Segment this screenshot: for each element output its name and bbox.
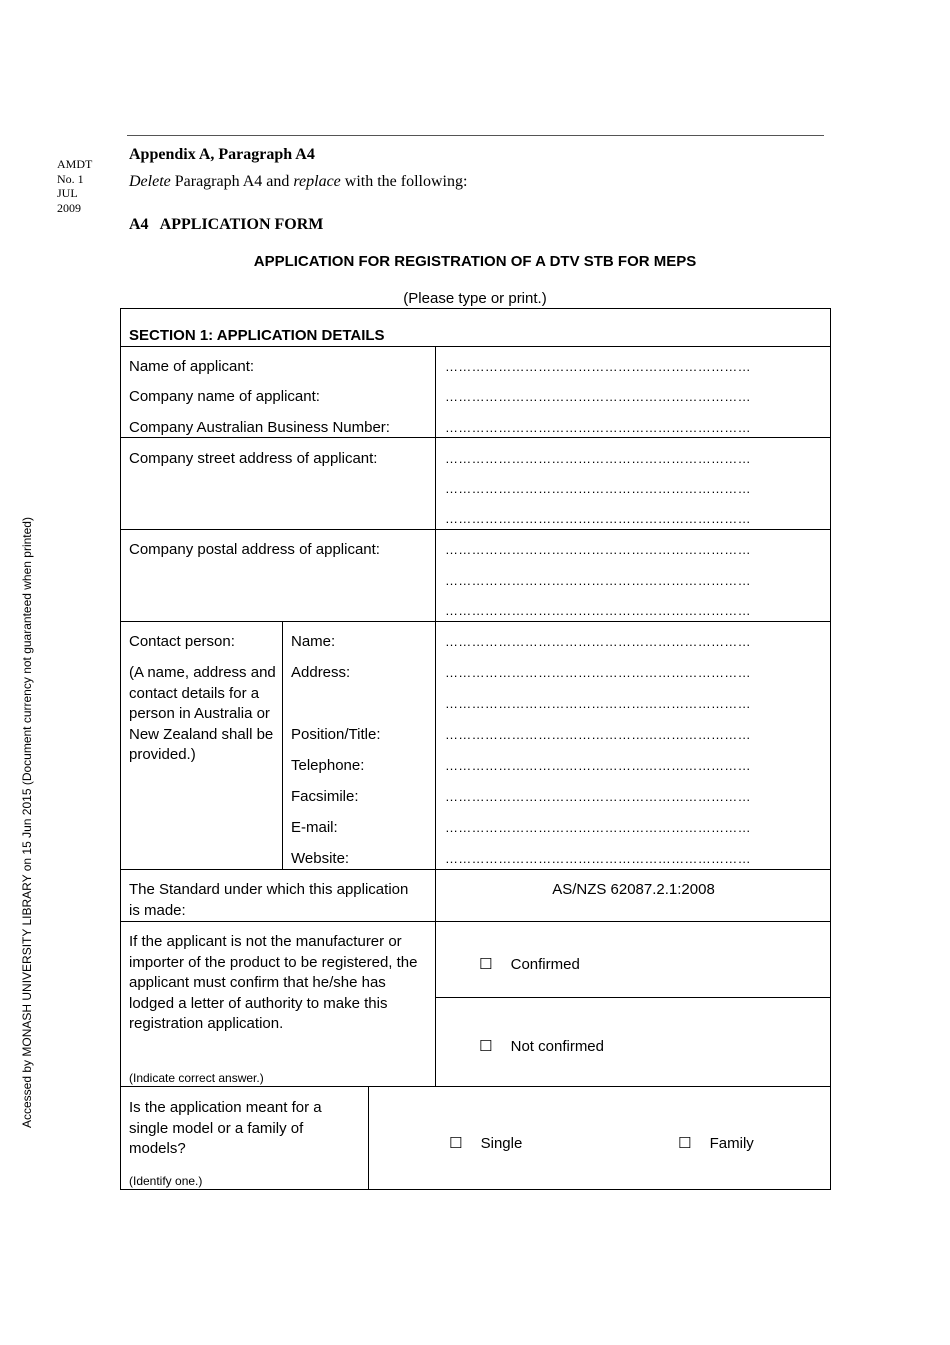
delete-word: Delete [129, 173, 171, 190]
amendment-line: 2009 [57, 200, 81, 215]
amendment-line: JUL [57, 186, 78, 200]
row-divider [120, 529, 831, 530]
model-question: Is the application meant for a single model or a family of models? [129, 1099, 322, 1157]
column-divider [368, 1086, 369, 1190]
section1-heading: SECTION 1: APPLICATION DETAILS [129, 327, 385, 344]
top-rule [127, 135, 824, 136]
street-address-field[interactable]: …………………………………………………………… [445, 481, 751, 496]
standard-label: The Standard under which this application is made: [129, 881, 409, 919]
contact-person-label: Contact person: [129, 633, 235, 650]
single-label: Single [480, 1135, 523, 1152]
postal-address-field[interactable]: …………………………………………………………… [445, 573, 751, 588]
not-confirmed-label: Not confirmed [510, 1038, 604, 1055]
contact-name-label: Name: [291, 633, 336, 650]
contact-website-label: Website: [291, 850, 350, 867]
not-confirmed-checkbox-icon[interactable]: ☐ [479, 1038, 493, 1055]
confirmed-label: Confirmed [510, 956, 580, 973]
company-name-field[interactable]: …………………………………………………………… [445, 389, 751, 404]
form-title: APPLICATION FOR REGISTRATION OF A DTV STB FOR MEPS [253, 253, 697, 270]
contact-position-field[interactable]: …………………………………………………………… [445, 727, 751, 742]
amendment-note [57, 157, 92, 215]
single-checkbox-icon[interactable]: ☐ [449, 1135, 463, 1152]
column-divider [282, 621, 283, 869]
family-checkbox-icon[interactable]: ☐ [678, 1135, 692, 1152]
company-name-label: Company name of applicant: [129, 388, 320, 405]
row-divider [120, 921, 831, 922]
postal-address-field[interactable]: …………………………………………………………… [445, 603, 751, 618]
contact-facsimile-field[interactable]: …………………………………………………………… [445, 789, 751, 804]
contact-website-field[interactable]: …………………………………………………………… [445, 851, 751, 866]
family-option[interactable] [678, 1134, 754, 1155]
standard-value: AS/NZS 62087.2.1:2008 [552, 881, 715, 898]
not-confirmed-option[interactable] [479, 1037, 604, 1058]
contact-address-field[interactable]: …………………………………………………………… [445, 665, 751, 680]
contact-telephone-label: Telephone: [291, 757, 365, 774]
row-divider [435, 997, 831, 998]
column-divider [435, 346, 436, 1086]
instruction-end: with the following: [340, 173, 468, 190]
row-divider [120, 621, 831, 622]
amendment-line: AMDT [57, 157, 93, 171]
authority-note: (Indicate correct answer.) [129, 1071, 264, 1085]
single-option[interactable] [449, 1134, 522, 1155]
street-address-label: Company street address of applicant: [129, 450, 378, 467]
family-label: Family [709, 1135, 754, 1152]
contact-address-label: Address: [291, 664, 351, 681]
applicant-name-field[interactable]: …………………………………………………………… [445, 359, 751, 374]
form-subtitle: (Please type or print.) [403, 290, 547, 307]
contact-position-label: Position/Title: [291, 726, 381, 743]
confirmed-checkbox-icon[interactable]: ☐ [479, 956, 493, 973]
confirmed-option[interactable] [479, 955, 580, 976]
amendment-line: No. 1 [57, 171, 84, 186]
abn-field[interactable]: …………………………………………………………… [445, 420, 751, 435]
contact-person-note: (A name, address and contact details for a person in Australia or New Zealand shall be provided.) [129, 664, 276, 763]
postal-address-label: Company postal address of applicant: [129, 541, 380, 558]
contact-name-field[interactable]: …………………………………………………………… [445, 634, 751, 649]
authority-text: If the applicant is not the manufacturer or importer of the product to be registered, the applicant must confirm that he/she has lodged a letter of authority to make this registration application. [129, 933, 418, 1032]
access-watermark: Accessed by MONASH UNIVERSITY LIBRARY on 15 Jun 2015 (Document currency not guaranteed when printed) [20, 517, 34, 1128]
instruction-middle: Paragraph A4 and [170, 173, 294, 190]
contact-facsimile-label: Facsimile: [291, 788, 359, 805]
street-address-field[interactable]: …………………………………………………………… [445, 451, 751, 466]
section-heading: A4 APPLICATION FORM [129, 216, 324, 233]
contact-address-field[interactable]: …………………………………………………………… [445, 696, 751, 711]
contact-telephone-field[interactable]: …………………………………………………………… [445, 758, 751, 773]
contact-email-label: E-mail: [291, 819, 338, 836]
applicant-name-label: Name of applicant: [129, 358, 255, 375]
abn-label: Company Australian Business Number: [129, 419, 390, 436]
model-note: (Identify one.) [129, 1174, 203, 1188]
appendix-heading: Appendix A, Paragraph A4 [129, 146, 315, 163]
contact-email-field[interactable]: …………………………………………………………… [445, 820, 751, 835]
postal-address-field[interactable]: …………………………………………………………… [445, 542, 751, 557]
street-address-field[interactable]: …………………………………………………………… [445, 511, 751, 526]
instruction-text [129, 173, 467, 191]
replace-word: replace [293, 173, 341, 190]
row-divider [120, 869, 831, 870]
